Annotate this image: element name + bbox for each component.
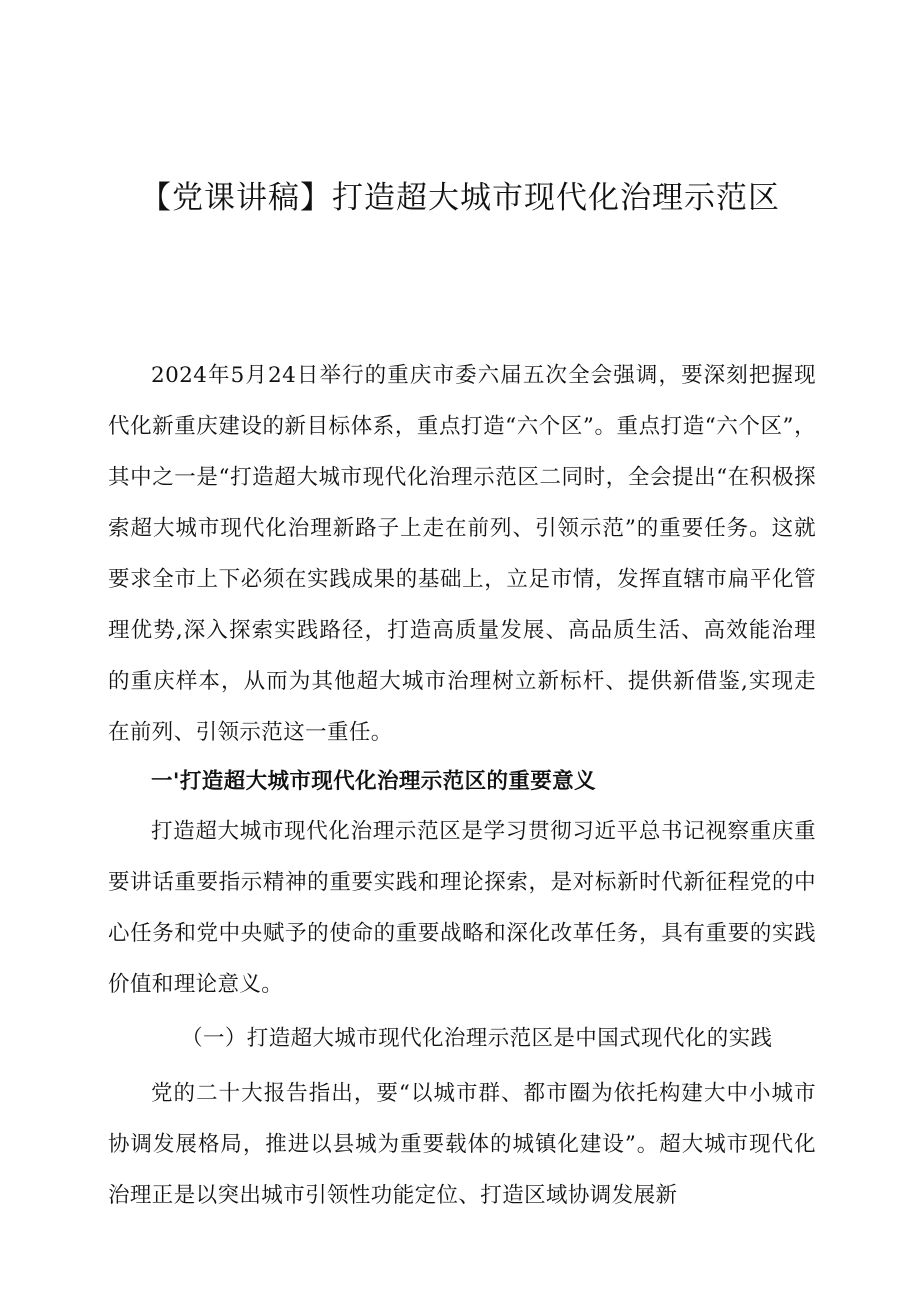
document-title: 【党课讲稿】打造超大城市现代化治理示范区 [140,180,780,216]
subsection-paragraph: 党的二十大报告指出，要“以城市群、都市圈为依托构建大中小城市协调发展格局，推进以县城为重要载体的城镇化建设”。超大城市现代化治理正是以突出城市引领性功能定位、打造区域协调发展新 [108,1081,816,1208]
section-paragraph: 打造超大城市现代化治理示范区是学习贯彻习近平总书记视察重庆重要讲话重要指示精神的重要实践和理论探索，是对标新时代新征程党的中心任务和党中央赋予的使命的重要战略和深化改革任务，具有重要的实践价值和理论意义。 [108,819,816,997]
document-body [108,350,816,1221]
section-heading: 一'打造超大城市现代化治理示范区的重要意义 [151,769,596,794]
subsection-heading: （一）打造超大城市现代化治理示范区是中国式现代化的实践 [181,1026,773,1051]
intro-paragraph: 2024年5月24日举行的重庆市委六届五次全会强调，要深刻把握现代化新重庆建设的新目标体系，重点打造“六个区”。重点打造“六个区”，其中之一是“打造超大城市现代化治理示范区二同时，全会提出“在积极探索超大城市现代化治理新路子上走在前列、引领示范”的重要任务。这就要求全市上下必须在实践成果的基础上，立足市情，发挥直辖市扁平化管理优势,深入探索实践路径，打造高质量发展、高品质生活、高效能治理的重庆样本，从而为其他超大城市治理树立新标杆、提供新借鉴,实现走在前列、引领示范这一重任。 [108,363,816,745]
